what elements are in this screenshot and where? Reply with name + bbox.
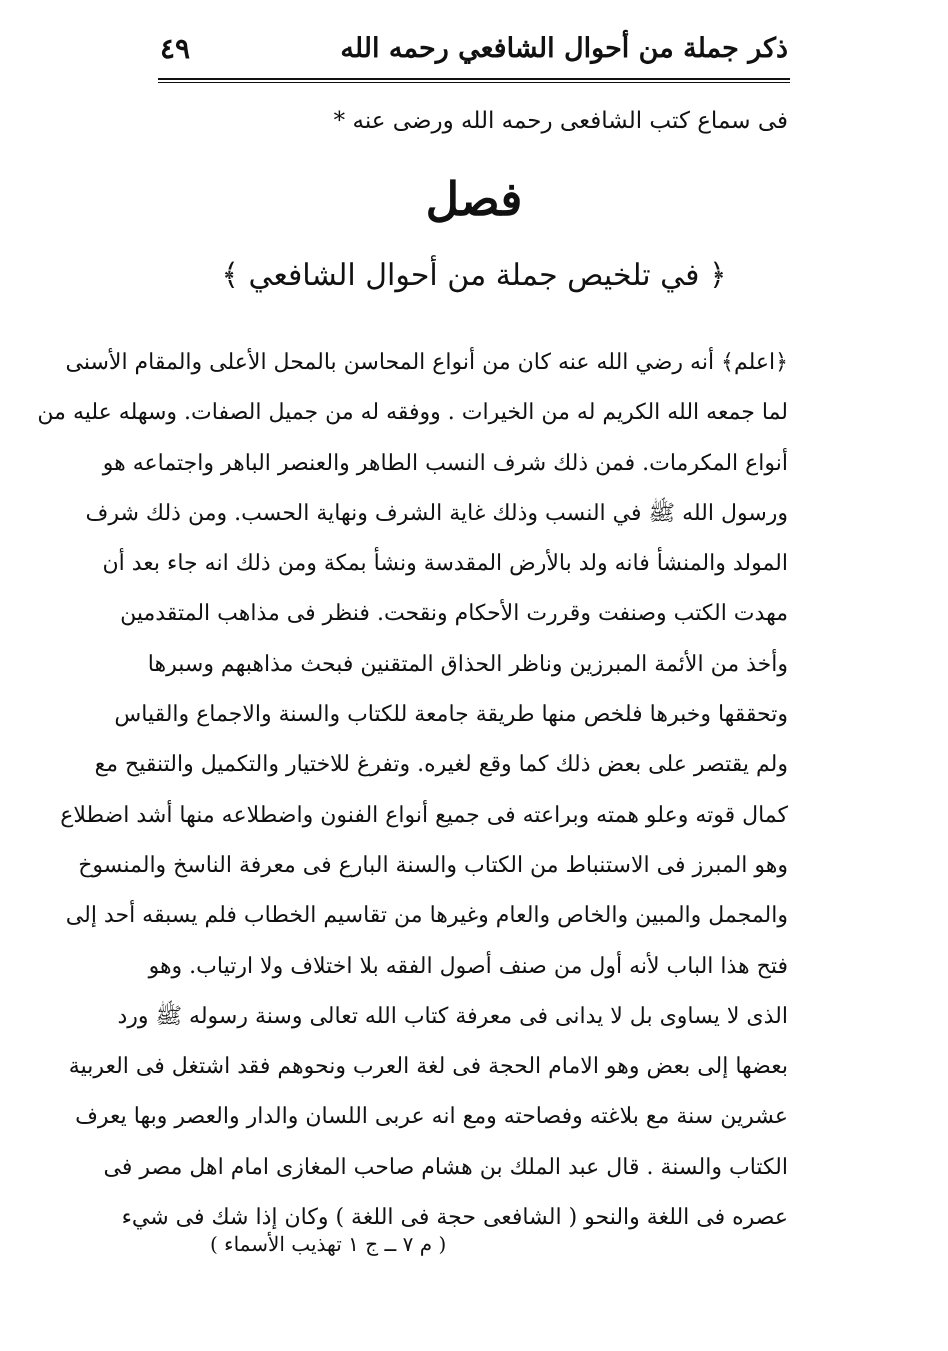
header-rule <box>158 78 790 80</box>
body-line: المولد والمنشأ فانه ولد بالأرض المقدسة ونشأ بمكة ومن ذلك انه جاء بعد أن <box>102 551 788 577</box>
body-text <box>37 338 788 1243</box>
running-title: ذكر جملة من أحوال الشافعي رحمه الله <box>340 32 788 64</box>
body-line: لما جمعه الله الكريم له من الخيرات . ووفقه له من جميل الصفات. وسهله عليه من <box>37 400 788 426</box>
body-line: وتحققها وخبرها فلخص منها طريقة جامعة للكتاب والسنة والاجماع والقياس <box>114 702 788 728</box>
body-line: وأخذ من الأئمة المبرزين وناظر الحذاق المتقنين فبحث مذاهبهم وسبرها <box>147 651 788 677</box>
page-number: ٤٩ <box>160 31 191 65</box>
section-subtitle: ﴿ في تلخيص جملة من أحوال الشافعي ﴾ <box>221 258 727 293</box>
body-line: كمال قوته وعلو همته وبراعته فى جميع أنواع الفنون واضطلاعه منها أشد اضطلاع <box>60 802 788 828</box>
continuation-line: فى سماع كتب الشافعى رحمه الله ورضى عنه * <box>333 108 788 134</box>
body-line: أنواع المكرمات. فمن ذلك شرف النسب الطاهر والعنصر الباهر واجتماعه هو <box>102 450 788 476</box>
header-rule-thin <box>158 82 790 83</box>
body-line: ورسول الله ﷺ في النسب وذلك غاية الشرف ونهاية الحسب. ومن ذلك شرف <box>85 500 788 526</box>
body-line: ﴿اعلم﴾ أنه رضي الله عنه كان من أنواع المحاسن بالمحل الأعلى والمقام الأسنى <box>65 350 788 375</box>
section-heading: فصل <box>425 172 523 226</box>
body-line: وهو المبرز فى الاستنباط من الكتاب والسنة البارع فى معرفة الناسخ والمنسوخ <box>78 852 788 878</box>
running-head <box>160 24 788 72</box>
body-line: الكتاب والسنة . قال عبد الملك بن هشام صاحب المغازى امام اهل مصر فى <box>103 1154 788 1180</box>
body-line: ولم يقتصر على بعض ذلك كما وقع لغيره. وتفرغ للاختيار والتكميل والتنقيح مع <box>94 752 788 778</box>
footer-signature: ( م ٧ ــ ج ١ تهذيب الأسماء ) <box>210 1232 447 1256</box>
body-line: فتح هذا الباب لأنه أول من صنف أصول الفقه بلا اختلاف ولا ارتياب. وهو <box>148 953 788 979</box>
body-line: والمجمل والمبين والخاص والعام وغيرها من تقاسيم الخطاب فلم يسبقه أحد إلى <box>65 903 788 929</box>
body-line: الذى لا يساوى بل لا يدانى فى معرفة كتاب الله تعالى وسنة رسوله ﷺ ورد <box>117 1003 788 1029</box>
body-line: عصره فى اللغة والنحو ( الشافعى حجة فى اللغة ) وكان إذا شك فى شيء <box>121 1205 788 1231</box>
body-line: مهدت الكتب وصنفت وقررت الأحكام ونقحت. فنظر فى مذاهب المتقدمين <box>120 601 788 627</box>
body-line: عشرين سنة مع بلاغته وفصاحته ومع انه عربى اللسان والدار والعصر وبها يعرف <box>75 1104 788 1130</box>
body-line: بعضها إلى بعض وهو الامام الحجة فى لغة العرب ونحوهم فقد اشتغل فى العربية <box>68 1054 788 1080</box>
